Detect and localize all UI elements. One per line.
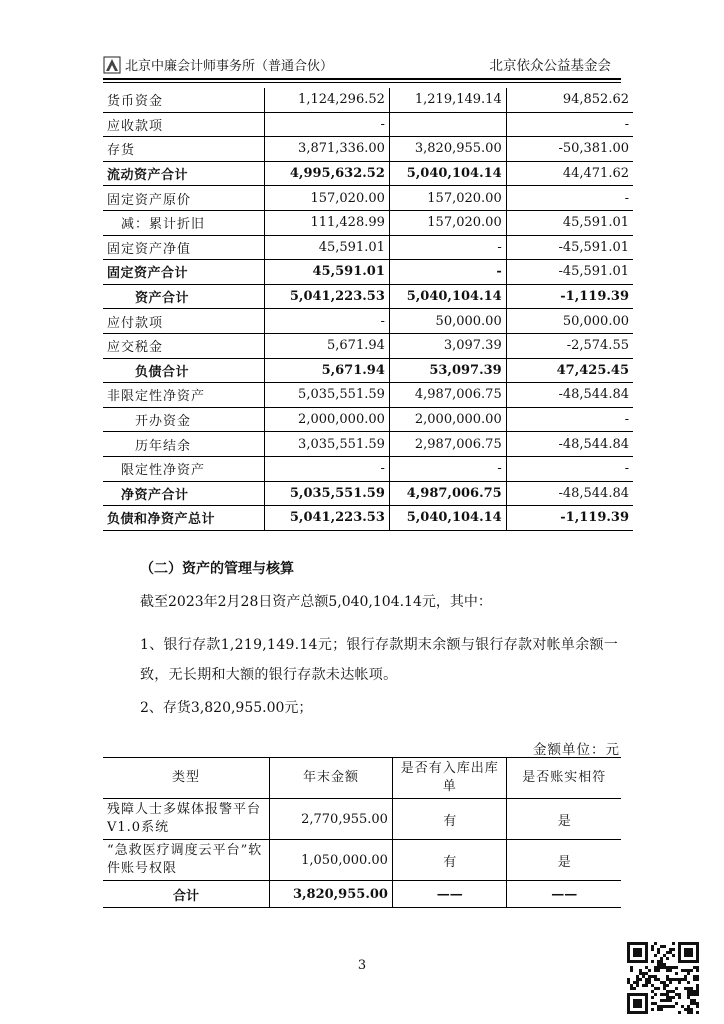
balance-opening-value: 4,995,632.52 bbox=[264, 161, 389, 186]
inventory-type: “急救医疗调度云平台”软件账号权限 bbox=[103, 840, 270, 881]
balance-row bbox=[103, 383, 633, 408]
balance-opening-value: 45,591.01 bbox=[264, 260, 389, 285]
balance-row bbox=[103, 358, 633, 383]
balance-row bbox=[103, 432, 633, 457]
balance-opening-value: 5,671.94 bbox=[264, 333, 389, 358]
balance-item-label: 固定资产原价 bbox=[103, 186, 264, 211]
balance-change-value: - bbox=[506, 186, 633, 211]
balance-item-label: 净资产合计 bbox=[103, 481, 264, 506]
balance-change-value: 45,591.01 bbox=[506, 210, 633, 235]
inventory-match: 是 bbox=[507, 799, 621, 840]
balance-item-label: 应收款项 bbox=[103, 112, 264, 137]
balance-row bbox=[103, 260, 633, 285]
balance-item-label: 资产合计 bbox=[103, 284, 264, 309]
balance-opening-value: 157,020.00 bbox=[264, 186, 389, 211]
balance-row bbox=[103, 284, 633, 309]
header-rule-thick bbox=[103, 78, 621, 80]
balance-opening-value: 5,035,551.59 bbox=[264, 481, 389, 506]
paragraph-total-assets: 截至2023年2月28日资产总额5,040,104.14元，其中： bbox=[140, 594, 492, 610]
firm-logo-icon bbox=[103, 56, 121, 74]
balance-item-label: 流动资产合计 bbox=[103, 161, 264, 186]
balance-change-value: - bbox=[506, 112, 633, 137]
balance-opening-value: - bbox=[264, 309, 389, 334]
balance-item-label: 负债合计 bbox=[103, 358, 264, 383]
balance-change-value: -45,591.01 bbox=[506, 260, 633, 285]
header-match: 是否账实相符 bbox=[507, 758, 621, 799]
balance-opening-value: - bbox=[264, 456, 389, 481]
balance-closing-value: 2,000,000.00 bbox=[389, 407, 506, 432]
balance-closing-value: - bbox=[389, 456, 506, 481]
balance-closing-value: 157,020.00 bbox=[389, 186, 506, 211]
balance-row bbox=[103, 235, 633, 260]
balance-row bbox=[103, 186, 633, 211]
inventory-total-label: 合计 bbox=[103, 881, 270, 908]
balance-closing-value: 4,987,006.75 bbox=[389, 383, 506, 408]
balance-item-label: 历年结余 bbox=[103, 432, 264, 457]
balance-item-label: 固定资产净值 bbox=[103, 235, 264, 260]
balance-item-label: 货币资金 bbox=[103, 88, 264, 112]
client-name: 北京依众公益基金会 bbox=[489, 58, 611, 74]
inventory-row bbox=[103, 799, 621, 840]
balance-change-value: -48,544.84 bbox=[506, 432, 633, 457]
firm-name: 北京中廉会计师事务所（普通合伙） bbox=[125, 59, 334, 74]
balance-row bbox=[103, 506, 633, 531]
firm-block bbox=[103, 55, 333, 74]
balance-item-label: 应交税金 bbox=[103, 333, 264, 358]
header-rule-thin bbox=[103, 82, 621, 83]
header-amount: 年末金额 bbox=[270, 758, 393, 799]
balance-change-value: -48,544.84 bbox=[506, 481, 633, 506]
balance-change-value: - bbox=[506, 456, 633, 481]
balance-closing-value: 4,987,006.75 bbox=[389, 481, 506, 506]
balance-row bbox=[103, 333, 633, 358]
balance-row bbox=[103, 309, 633, 334]
balance-opening-value: 5,671.94 bbox=[264, 358, 389, 383]
balance-item-label: 存货 bbox=[103, 137, 264, 162]
balance-item-label: 减：累计折旧 bbox=[103, 210, 264, 235]
balance-opening-value: 1,124,296.52 bbox=[264, 88, 389, 112]
qr-code-icon bbox=[627, 942, 699, 1014]
balance-opening-value: 3,035,551.59 bbox=[264, 432, 389, 457]
inventory-amount: 2,770,955.00 bbox=[270, 799, 393, 840]
balance-row bbox=[103, 161, 633, 186]
unit-note: 金额单位：元 bbox=[533, 742, 620, 758]
balance-row bbox=[103, 456, 633, 481]
balance-closing-value: 5,040,104.14 bbox=[389, 506, 506, 531]
balance-change-value: -45,591.01 bbox=[506, 235, 633, 260]
inventory-row bbox=[103, 840, 621, 881]
section-title: （二）资产的管理与核算 bbox=[140, 561, 294, 577]
balance-change-value: -50,381.00 bbox=[506, 137, 633, 162]
header-type: 类型 bbox=[103, 758, 270, 799]
balance-change-value: -48,544.84 bbox=[506, 383, 633, 408]
balance-row bbox=[103, 481, 633, 506]
balance-change-value: 50,000.00 bbox=[506, 309, 633, 334]
inventory-header-row bbox=[103, 758, 621, 799]
balance-closing-value: 5,040,104.14 bbox=[389, 284, 506, 309]
balance-opening-value: 3,871,336.00 bbox=[264, 137, 389, 162]
balance-item-label: 限定性净资产 bbox=[103, 456, 264, 481]
balance-item-label: 负债和净资产总计 bbox=[103, 506, 264, 531]
balance-change-value: 44,471.62 bbox=[506, 161, 633, 186]
balance-closing-value: 5,040,104.14 bbox=[389, 161, 506, 186]
balance-row bbox=[103, 407, 633, 432]
inventory-total-match: —— bbox=[507, 881, 621, 908]
inventory-type: 残障人士多媒体报警平台V1.0系统 bbox=[103, 799, 270, 840]
inventory-total-row bbox=[103, 881, 621, 908]
balance-closing-value: - bbox=[389, 260, 506, 285]
balance-item-label: 开办资金 bbox=[103, 407, 264, 432]
paragraph-bank-deposit: 1、银行存款1,219,149.14元；银行存款期末余额与银行存款对帐单余额一致，无长期和大额的银行存款未达帐项。 bbox=[140, 637, 619, 683]
balance-closing-value: - bbox=[389, 235, 506, 260]
balance-closing-value: 50,000.00 bbox=[389, 309, 506, 334]
page-header bbox=[103, 44, 621, 74]
balance-closing-value: 2,987,006.75 bbox=[389, 432, 506, 457]
inventory-slip: 有 bbox=[392, 799, 507, 840]
balance-item-label: 非限定性净资产 bbox=[103, 383, 264, 408]
balance-table bbox=[103, 88, 633, 531]
balance-item-label: 应付款项 bbox=[103, 309, 264, 334]
balance-row bbox=[103, 137, 633, 162]
balance-opening-value: 5,035,551.59 bbox=[264, 383, 389, 408]
paragraph-inventory: 2、存货3,820,955.00元； bbox=[140, 700, 313, 716]
inventory-match: 是 bbox=[507, 840, 621, 881]
balance-row bbox=[103, 88, 633, 112]
balance-opening-value: 5,041,223.53 bbox=[264, 284, 389, 309]
balance-opening-value: 5,041,223.53 bbox=[264, 506, 389, 531]
balance-change-value: 94,852.62 bbox=[506, 88, 633, 112]
balance-row bbox=[103, 112, 633, 137]
balance-change-value: - bbox=[506, 407, 633, 432]
balance-change-value: -2,574.55 bbox=[506, 333, 633, 358]
header-slip: 是否有入库出库单 bbox=[392, 758, 507, 799]
inventory-total-amount: 3,820,955.00 bbox=[270, 881, 393, 908]
balance-closing-value: 3,820,955.00 bbox=[389, 137, 506, 162]
balance-change-value: 47,425.45 bbox=[506, 358, 633, 383]
inventory-total-slip: —— bbox=[392, 881, 507, 908]
balance-closing-value: 3,097.39 bbox=[389, 333, 506, 358]
inventory-amount: 1,050,000.00 bbox=[270, 840, 393, 881]
inventory-slip: 有 bbox=[392, 840, 507, 881]
balance-opening-value: - bbox=[264, 112, 389, 137]
balance-item-label: 固定资产合计 bbox=[103, 260, 264, 285]
balance-row bbox=[103, 210, 633, 235]
balance-change-value: -1,119.39 bbox=[506, 506, 633, 531]
balance-closing-value bbox=[389, 112, 506, 137]
balance-closing-value: 53,097.39 bbox=[389, 358, 506, 383]
balance-opening-value: 111,428.99 bbox=[264, 210, 389, 235]
page-number: 3 bbox=[357, 958, 367, 973]
balance-opening-value: 45,591.01 bbox=[264, 235, 389, 260]
balance-opening-value: 2,000,000.00 bbox=[264, 407, 389, 432]
balance-change-value: -1,119.39 bbox=[506, 284, 633, 309]
balance-closing-value: 1,219,149.14 bbox=[389, 88, 506, 112]
inventory-table bbox=[103, 757, 621, 908]
balance-closing-value: 157,020.00 bbox=[389, 210, 506, 235]
